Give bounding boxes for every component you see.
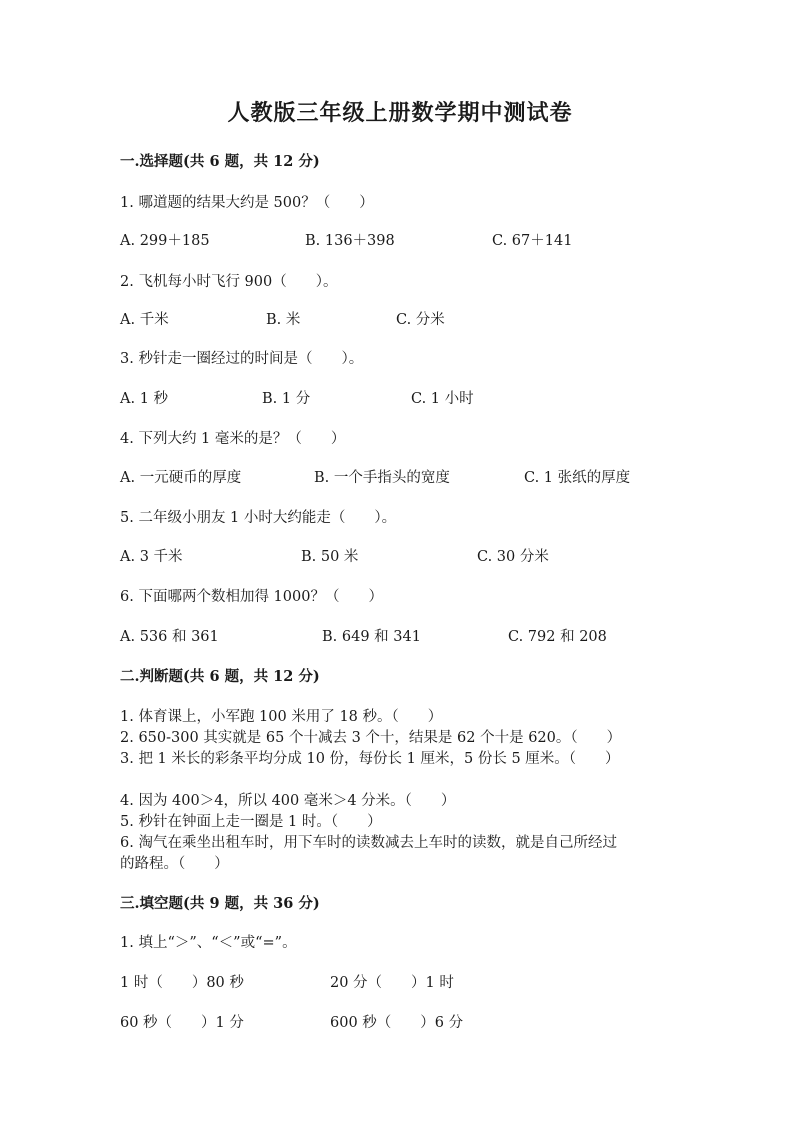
question-text: 6. 下面哪两个数相加得 1000？（ ）: [120, 589, 383, 605]
option-a: A. 千米: [120, 312, 169, 328]
question-text: 2. 飞机每小时飞行 900（ ）。: [120, 274, 338, 290]
judgement-line: 1. 体育课上，小军跑 100 米用了 18 秒。（ ）: [120, 709, 443, 725]
section-heading-fill: 三.填空题(共 9 题，共 36 分): [120, 895, 320, 912]
option-b: B. 50 米: [301, 549, 359, 565]
option-c: C. 792 和 208: [508, 629, 607, 645]
judgement-line: 4. 因为 400＞4，所以 400 毫米＞4 分米。（ ）: [120, 793, 456, 809]
option-a: A. 一元硬币的厚度: [120, 470, 242, 486]
option-b: B. 米: [266, 312, 301, 328]
judgement-line: 3. 把 1 米长的彩条平均分成 10 份，每份长 1 厘米，5 份长 5 厘米。（ ）: [120, 751, 620, 767]
fill-item: 1 时（ ）80 秒: [120, 975, 244, 991]
question-text: 1. 哪道题的结果大约是 500？（ ）: [120, 195, 374, 211]
fill-item: 20 分（ ）1 时: [330, 975, 454, 991]
option-b: B. 136＋398: [305, 233, 395, 249]
option-b: B. 1 分: [262, 391, 311, 407]
judgement-line: 的路程。（ ）: [120, 856, 229, 872]
option-c: C. 1 张纸的厚度: [524, 470, 631, 486]
question-text: 3. 秒针走一圈经过的时间是（ ）。: [120, 351, 364, 367]
judgement-line: 2. 650-300 其实就是 65 个十减去 3 个十，结果是 62 个十是 620。（ ）: [120, 730, 622, 746]
section-heading-choice: 一.选择题(共 6 题，共 12 分): [120, 153, 320, 170]
question-text: 4. 下列大约 1 毫米的是？（ ）: [120, 431, 346, 447]
fill-item: 600 秒（ ）6 分: [330, 1015, 464, 1031]
judgement-line: 5. 秒针在钟面上走一圈是 1 时。（ ）: [120, 814, 382, 830]
page-title: 人教版三年级上册数学期中测试卷: [227, 100, 573, 126]
option-a: A. 3 千米: [120, 549, 183, 565]
option-c: C. 分米: [396, 312, 445, 328]
fill-question-text: 1. 填上“＞”、“＜”或“=”。: [120, 935, 297, 951]
fill-item: 60 秒（ ）1 分: [120, 1015, 244, 1031]
option-b: B. 649 和 341: [322, 629, 421, 645]
option-c: C. 67＋141: [492, 233, 573, 249]
judgement-line: 6. 淘气在乘坐出租车时，用下车时的读数减去上车时的读数，就是自己所经过: [120, 835, 617, 851]
option-c: C. 30 分米: [477, 549, 549, 565]
option-c: C. 1 小时: [411, 391, 474, 407]
option-b: B. 一个手指头的宽度: [314, 470, 450, 486]
section-heading-judgement: 二.判断题(共 6 题，共 12 分): [120, 668, 320, 685]
option-a: A. 536 和 361: [120, 629, 219, 645]
option-a: A. 299＋185: [120, 233, 210, 249]
option-a: A. 1 秒: [120, 391, 169, 407]
question-text: 5. 二年级小朋友 1 小时大约能走（ ）。: [120, 510, 397, 526]
